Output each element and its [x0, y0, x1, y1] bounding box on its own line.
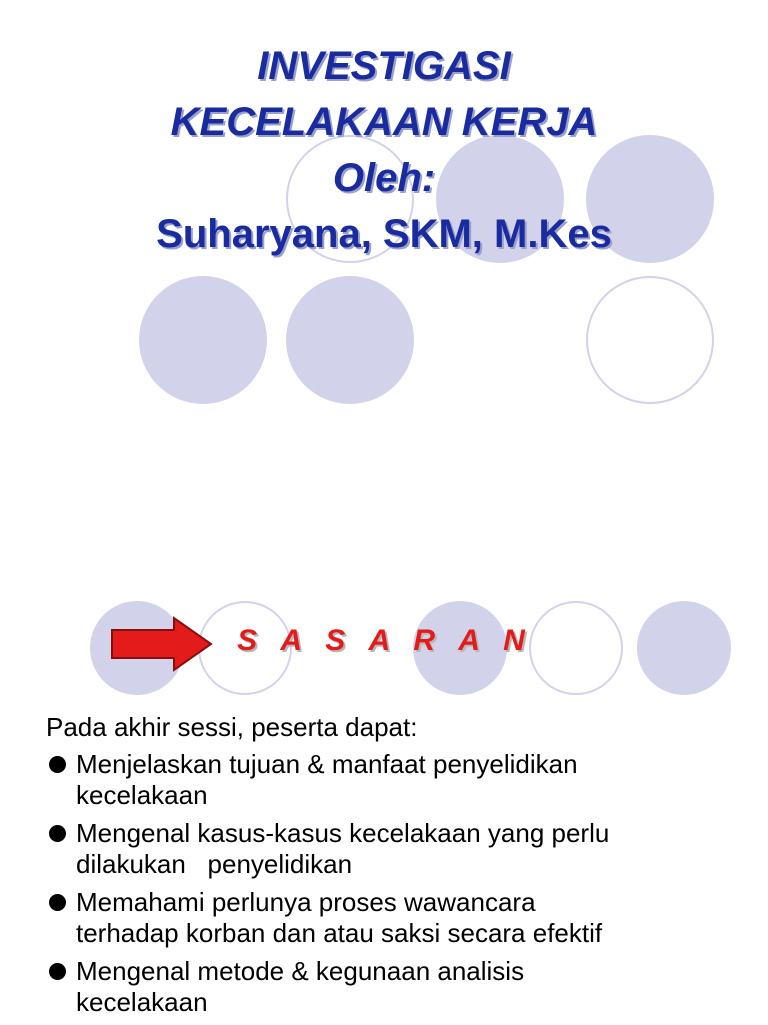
bullet-icon [49, 963, 66, 980]
list-item [46, 956, 746, 1018]
list-item-text: terhadap korban dan atau saksi secara efektif [76, 918, 603, 948]
bullet-icon [49, 756, 66, 773]
list-item-text: Mengenal kasus-kasus kecelakaan yang perlu [76, 818, 610, 848]
list-item-text: Mengenal metode & kegunaan analisis [76, 956, 525, 986]
title-line: INVESTIGASI [257, 44, 511, 88]
decor-circle [637, 601, 731, 695]
bullet-icon [49, 825, 66, 842]
list-item-text: dilakukan penyelidikan [76, 849, 353, 879]
intro-text: Pada akhir sessi, peserta dapat: [46, 712, 418, 742]
list-item-text: Memahami perlunya proses wawancara [76, 887, 536, 917]
decor-circle [286, 276, 414, 404]
objectives-list [46, 712, 746, 1025]
title-line: Oleh: [332, 156, 436, 200]
bullet-icon [49, 894, 66, 911]
title-line: KECELAKAAN KERJA [170, 100, 598, 144]
list-item-text: kecelakaan [76, 780, 208, 810]
list-item-text: kecelakaan [76, 987, 208, 1017]
decor-circle [586, 276, 714, 404]
list-item-text: Menjelaskan tujuan & manfaat penyelidikan [76, 749, 578, 779]
author-line: Suharyana, SKM, M.Kes [156, 212, 612, 256]
decor-circle [139, 276, 267, 404]
list-item [46, 818, 746, 880]
slide-title [0, 38, 768, 262]
section-heading: S A S A R A N [237, 624, 533, 657]
decor-circle [529, 601, 623, 695]
list-item [46, 749, 746, 811]
red-right-arrow-icon [110, 616, 214, 672]
list-item [46, 887, 746, 949]
